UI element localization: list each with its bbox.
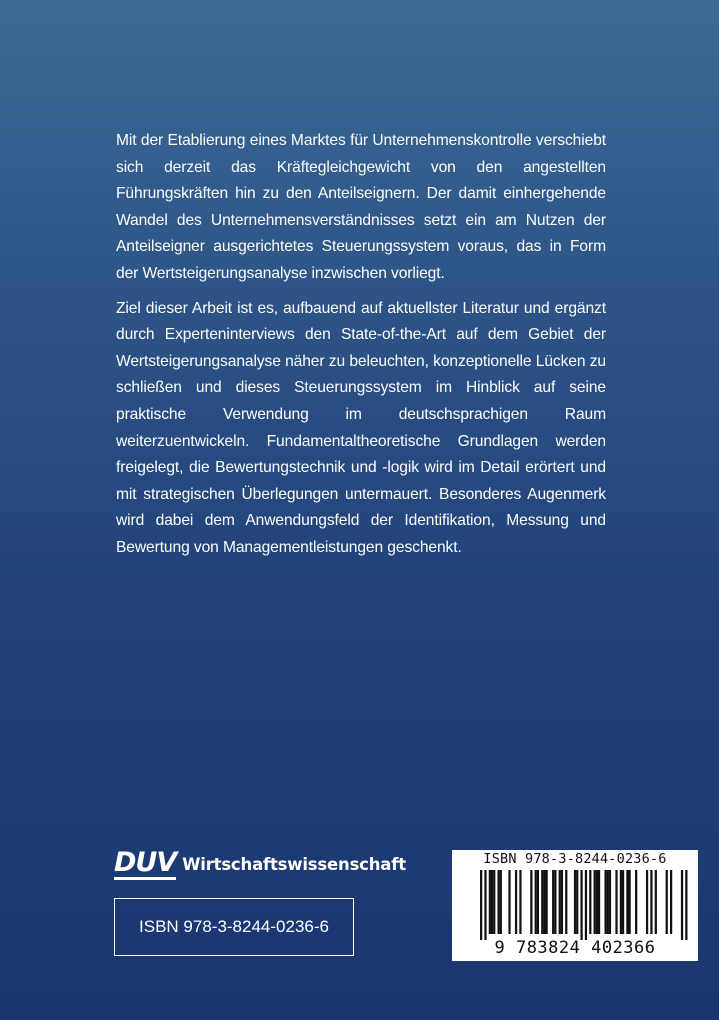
barcode-bar xyxy=(543,870,545,934)
barcode-bar xyxy=(508,870,510,934)
barcode-bar xyxy=(622,870,624,934)
barcode-bar xyxy=(655,870,657,934)
barcode-bar xyxy=(607,870,609,934)
barcode-bar xyxy=(561,870,563,934)
barcode-bar xyxy=(646,870,648,934)
barcode-bar xyxy=(559,870,561,934)
blurb-paragraph-1: Mit der Etablierung eines Marktes für Unternehmenskontrolle verschiebt sich derzeit das Kräftegleichgewicht von den angestellten Führungskräften hin zu den Anteilseignern. Der damit einhergehende Wandel des Unternehmensverständnisses setzt ein am Nutzen der Anteilseigner ausgerichtetes Steuerungssystem voraus, das in Form der Wertsteigerungsanalyse inzwischen vorliegt. xyxy=(116,132,606,282)
barcode-bar xyxy=(604,870,606,934)
barcode-bar xyxy=(650,870,652,934)
barcode-bar xyxy=(497,870,499,934)
barcode-bar xyxy=(493,870,495,934)
blurb-paragraph-2: Ziel dieser Arbeit ist es, aufbauend auf aktuellster Literatur und ergänzt durch Experteninterviews den State-of-the-Art auf dem Gebiet der Wertsteigerungsanalyse näher zu beleuchten, konzeptionelle Lücken zu schließen und dieses Steuerungssystem im Hinblick auf seine praktische Verwendung im deutschsprachigen Raum weiterzuentwickeln. Fundamentaltheoretische Grundlagen werden freigelegt, die Bewertungstechnik und -logik wird im Detail erörtert und mit strategischen Überlegungen untermauert. Besonderes Augenmerk wird dabei dem Anwendungsfeld der Identifikation, Messung und Bewertung von Managementleistungen geschenkt. xyxy=(116,299,606,556)
barcode-bar xyxy=(620,870,622,934)
barcode-bar xyxy=(546,870,548,934)
barcode-bar xyxy=(480,870,482,940)
barcode-bar xyxy=(596,870,598,934)
barcode-bar xyxy=(585,870,587,940)
barcode-bar xyxy=(629,870,631,934)
barcode-bar xyxy=(500,870,502,934)
barcode-bar xyxy=(598,870,600,934)
barcode-bar xyxy=(484,870,486,940)
barcode-bar xyxy=(519,870,521,934)
back-cover-blurb xyxy=(116,128,606,570)
barcode-bar xyxy=(491,870,493,934)
publisher-brand xyxy=(114,846,406,879)
duv-logo: DUV xyxy=(114,846,177,878)
barcode-bar xyxy=(552,870,554,934)
barcode-bar xyxy=(574,870,576,934)
barcode-bar xyxy=(589,870,591,934)
barcode-bar xyxy=(580,870,582,940)
series-name: Wirtschaftswissenschaft xyxy=(182,854,406,874)
barcode-bar xyxy=(594,870,596,934)
barcode-bar xyxy=(635,870,637,934)
barcode-bar xyxy=(541,870,543,934)
barcode-bar xyxy=(489,870,491,934)
barcode-bar xyxy=(670,870,672,934)
isbn-box xyxy=(114,898,354,956)
barcode-bars xyxy=(456,870,694,940)
barcode-bar xyxy=(554,870,556,934)
barcode-bar xyxy=(609,870,611,934)
barcode-bar xyxy=(626,870,628,934)
barcode-bar xyxy=(615,870,617,934)
barcode-isbn-label: ISBN 978-3-8244-0236-6 xyxy=(483,851,667,867)
isbn-text: ISBN 978-3-8244-0236-6 xyxy=(139,917,329,936)
barcode-bar xyxy=(576,870,578,934)
barcode-bar xyxy=(565,870,567,934)
barcode-bar xyxy=(666,870,668,934)
isbn-barcode xyxy=(452,850,698,961)
barcode-bar xyxy=(530,870,532,934)
barcode-digits: 9 783824 402366 xyxy=(494,938,656,958)
barcode-bar xyxy=(685,870,687,940)
barcode-bar xyxy=(537,870,539,934)
barcode-bar xyxy=(515,870,517,934)
barcode-bar xyxy=(681,870,683,940)
barcode-bar xyxy=(535,870,537,934)
